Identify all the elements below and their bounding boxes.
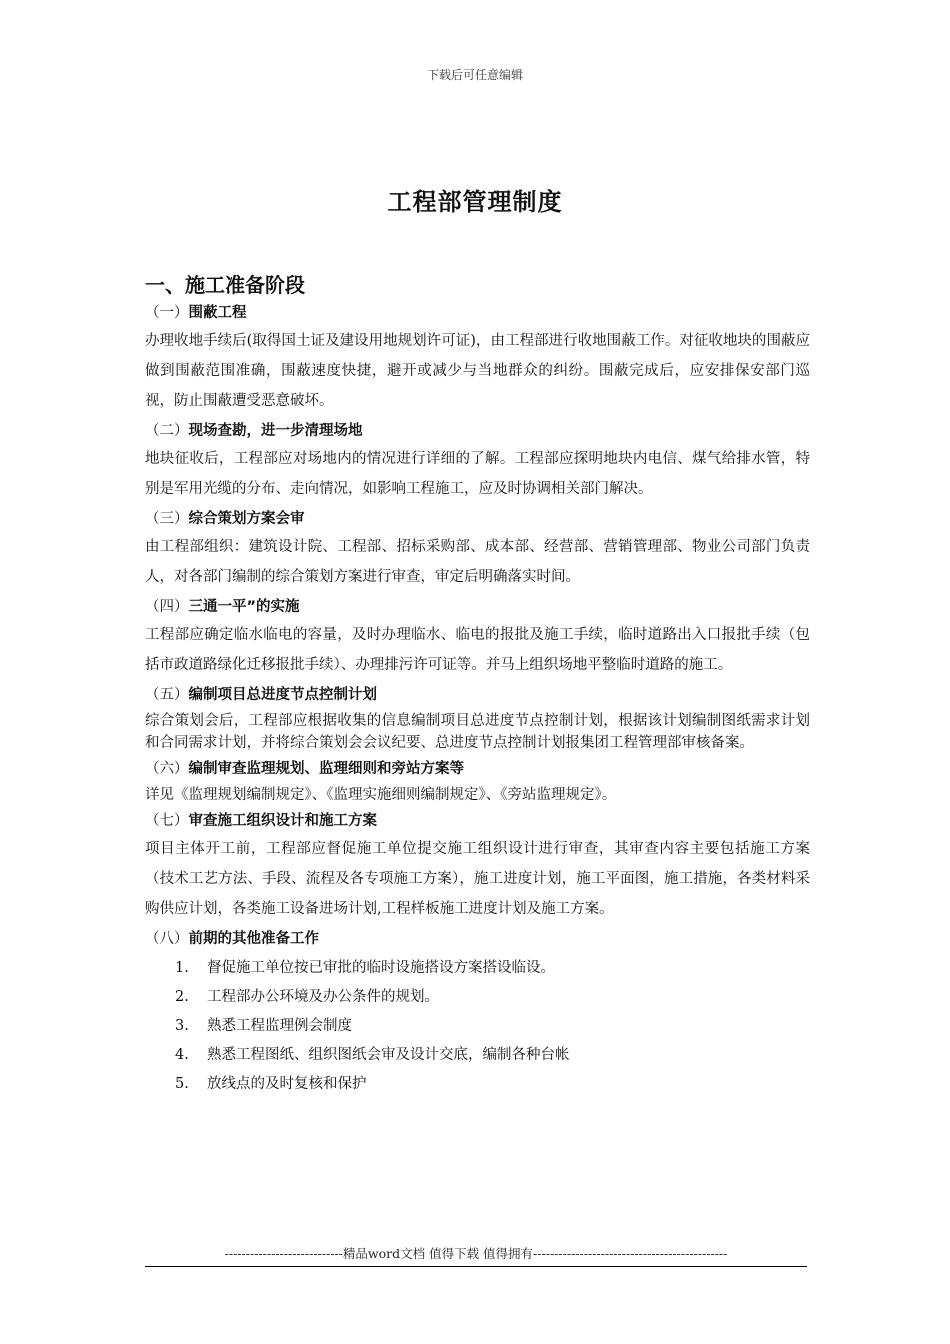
subsection-paragraph-3: 由工程部组织：建筑设计院、工程部、招标采购部、成本部、经营部、营销管理部、物业公司部门负责人，对各部门编制的综合策划方案进行审查，审定后明确落实时间。 bbox=[145, 539, 810, 585]
subsection-title: 编制项目总进度节点控制计划 bbox=[188, 687, 377, 703]
list-item-text: 熟悉工程监理例会制度 bbox=[207, 1018, 352, 1034]
subsection-heading-5 bbox=[145, 682, 810, 708]
list-item bbox=[145, 983, 810, 1012]
document-body bbox=[145, 270, 810, 1099]
subsection-heading-3 bbox=[145, 506, 810, 532]
list-item-number: 1. bbox=[175, 960, 189, 976]
subsection-number: （八） bbox=[145, 931, 189, 947]
subsection-number: （一） bbox=[145, 305, 189, 321]
subsection-title: 前期的其他准备工作 bbox=[188, 931, 319, 947]
preparation-task-list bbox=[145, 954, 810, 1099]
list-item-number: 5. bbox=[175, 1076, 189, 1092]
subsection-heading-6 bbox=[145, 756, 810, 782]
section-heading: 一、施工准备阶段 bbox=[145, 273, 305, 297]
subsection-number: （六） bbox=[145, 761, 189, 777]
list-item-text: 放线点的及时复核和保护 bbox=[207, 1076, 367, 1092]
subsection-title: 三通一平”的实施 bbox=[188, 599, 300, 615]
subsection-number: （三） bbox=[145, 511, 189, 527]
subsection-title: 围蔽工程 bbox=[188, 305, 247, 321]
subsection-heading-1 bbox=[145, 300, 810, 326]
list-item bbox=[145, 954, 810, 983]
list-item-text: 督促施工单位按已审批的临时设施搭设方案搭设临设。 bbox=[207, 960, 555, 976]
list-item-number: 3. bbox=[175, 1018, 189, 1034]
subsection-title: 综合策划方案会审 bbox=[188, 511, 305, 527]
list-item-text: 熟悉工程图纸、组织图纸会审及设计交底，编制各种台帐 bbox=[207, 1047, 570, 1063]
header-note: 下载后可任意编辑 bbox=[426, 68, 523, 82]
subsection-paragraph-5: 综合策划会后，工程部应根据收集的信息编制项目总进度节点控制计划，根据该计划编制图纸需求计划和合同需求计划，并将综合策划会会议纪要、总进度节点控制计划报集团工程管理部审核备案。 bbox=[145, 713, 810, 751]
subsection-paragraph-4: 工程部应确定临水临电的容量，及时办理临水、临电的报批及施工手续，临时道路出入口报批手续（包括市政道路绿化迁移报批手续）、办理排污许可证等。并马上组织场地平整临时道路的施工。 bbox=[145, 627, 810, 673]
list-item bbox=[145, 1012, 810, 1041]
subsection-title: 现场查勘，进一步清理场地 bbox=[188, 423, 363, 439]
subsection-paragraph-7: 项目主体开工前，工程部应督促施工单位提交施工组织设计进行审查，其审查内容主要包括施工方案（技术工艺方法、手段、流程及各专项施工方案），施工进度计划，施工平面图，施工措施，各类材料采购供应计划，各类施工设备进场计划,工程样板施工进度计划及施工方案。 bbox=[145, 841, 810, 917]
subsection-title: 编制审查监理规划、监理细则和旁站方案等 bbox=[188, 761, 464, 777]
subsection-heading-2 bbox=[145, 418, 810, 444]
list-item-number: 2. bbox=[175, 989, 189, 1005]
subsection-number: （五） bbox=[145, 687, 189, 703]
subsection-number: （七） bbox=[145, 813, 189, 829]
document-title: 工程部管理制度 bbox=[387, 188, 563, 216]
subsection-paragraph-1: 办理收地手续后(取得国土证及建设用地规划许可证)，由工程部进行收地围蔽工作。对征收地块的围蔽应做到围蔽范围准确，围蔽速度快捷，避开或减少与当地群众的纠纷。围蔽完成后，应安排保安部门巡视，防止围蔽遭受恶意破坏。 bbox=[145, 333, 810, 409]
page-footer: ----------------------------精品word文档 值得下载 值得拥有---------------------------------------------- bbox=[145, 1244, 807, 1267]
subsection-number: （二） bbox=[145, 423, 189, 439]
subsection-title: 审查施工组织设计和施工方案 bbox=[188, 813, 377, 829]
subsection-heading-7 bbox=[145, 808, 810, 834]
list-item-number: 4. bbox=[175, 1047, 189, 1063]
subsection-number: （四） bbox=[145, 599, 189, 615]
list-item-text: 工程部办公环境及办公条件的规划。 bbox=[207, 989, 439, 1005]
subsection-paragraph-2: 地块征收后，工程部应对场地内的情况进行详细的了解。工程部应探明地块内电信、煤气给排水管，特别是军用光缆的分布、走向情况，如影响工程施工，应及时协调相关部门解决。 bbox=[145, 451, 810, 497]
list-item bbox=[145, 1070, 810, 1099]
subsection-heading-4 bbox=[145, 594, 810, 620]
subsection-heading-8 bbox=[145, 926, 810, 952]
subsection-paragraph-6: 详见《监理规划编制规定》、《监理实施细则编制规定》、《旁站监理规定》。 bbox=[145, 787, 617, 803]
list-item bbox=[145, 1041, 810, 1070]
